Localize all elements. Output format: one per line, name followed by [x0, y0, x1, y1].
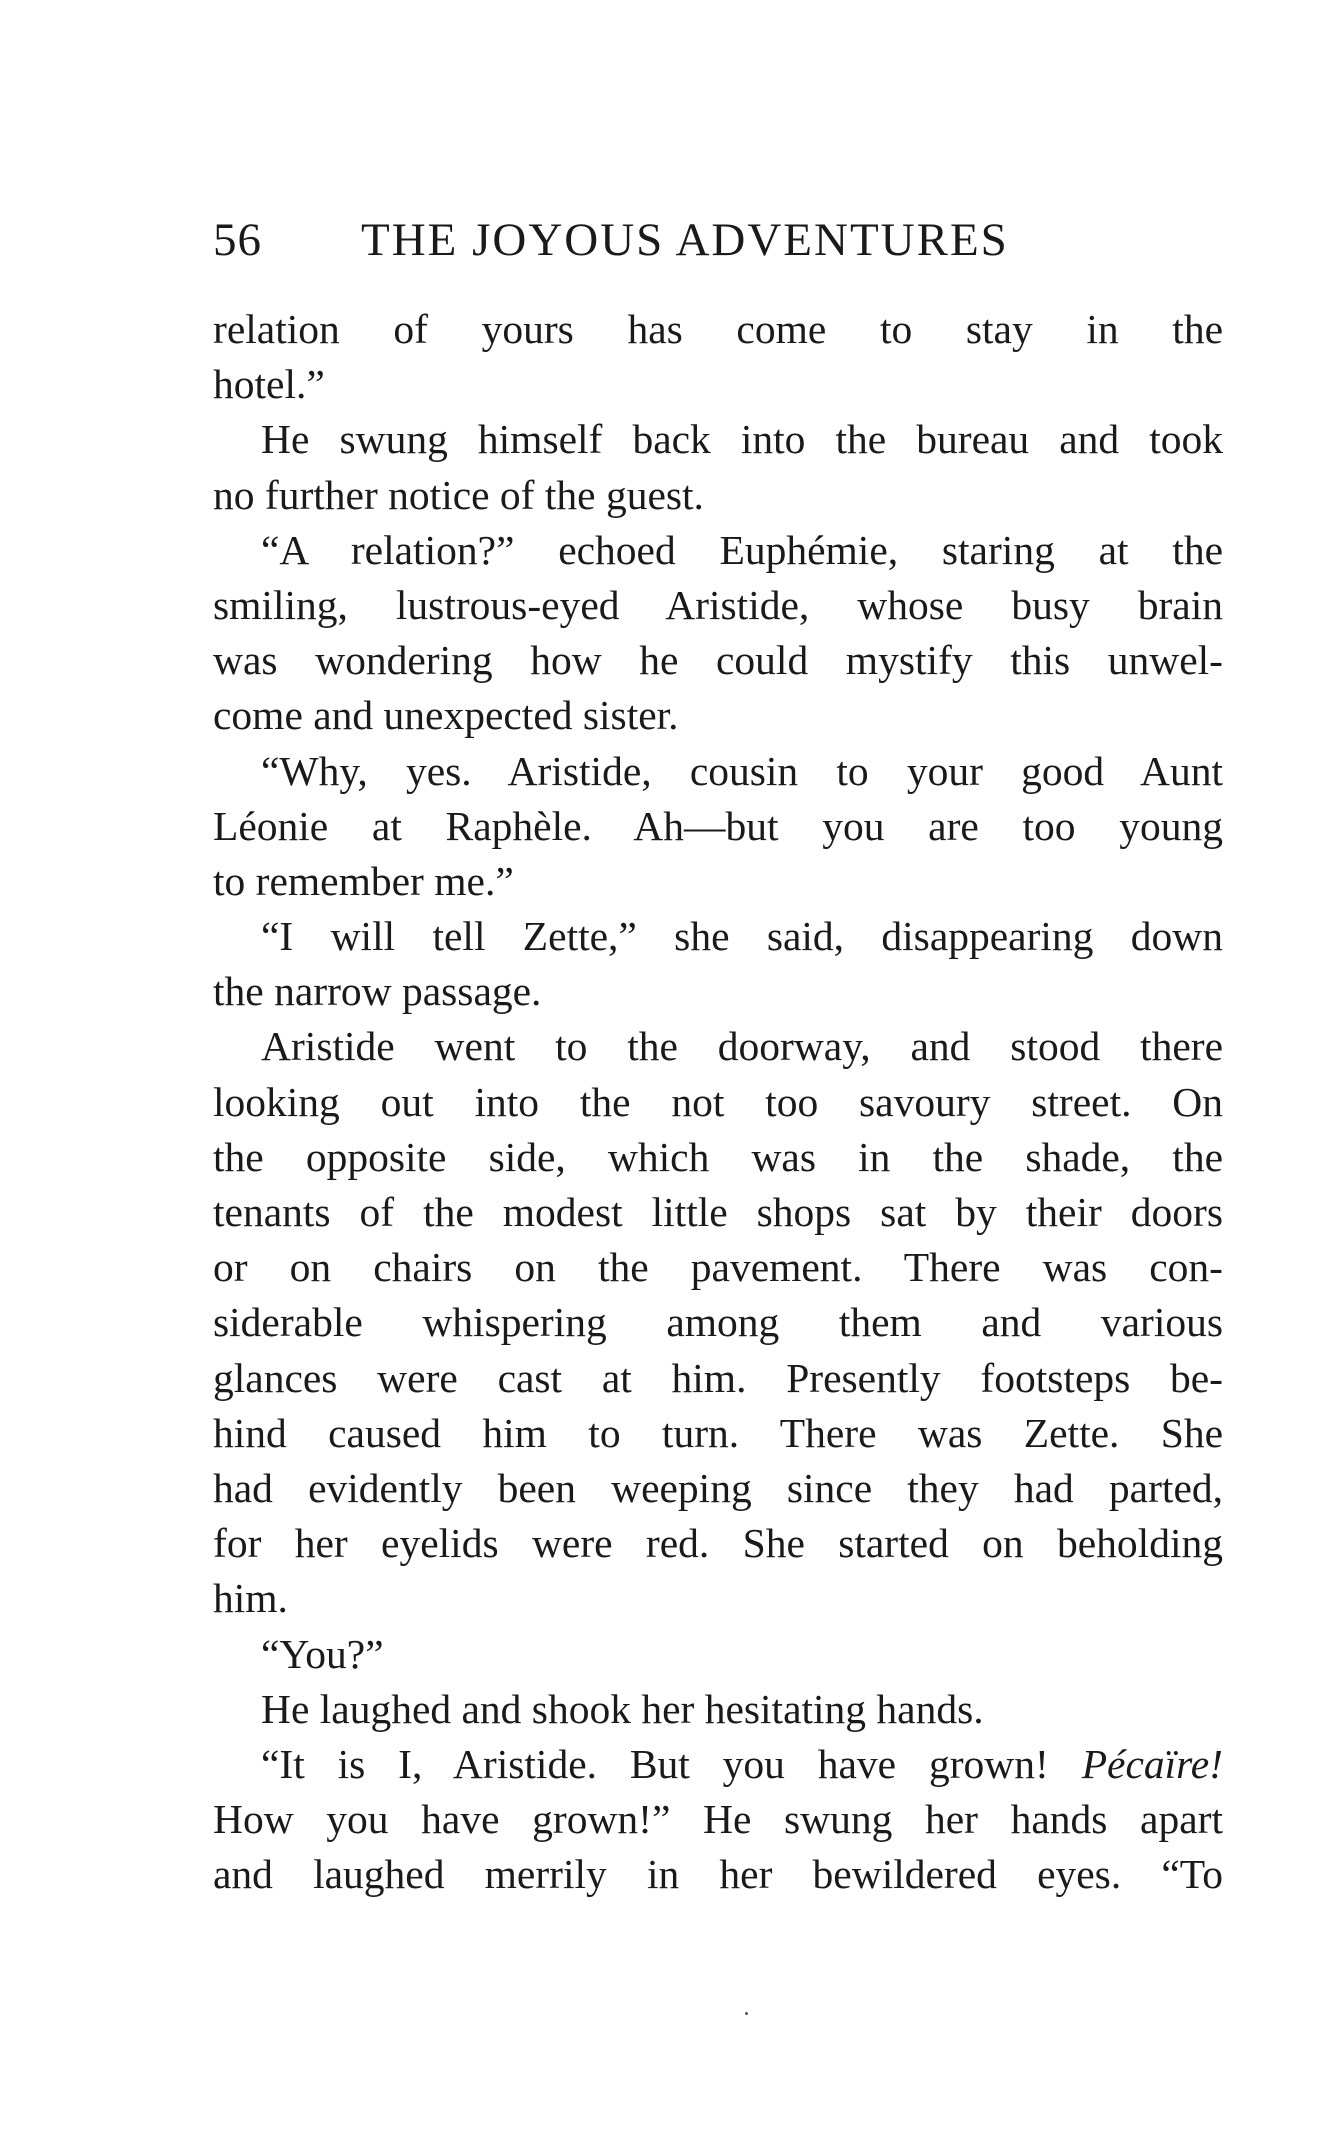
- running-title: THE JOYOUS ADVENTURES: [361, 214, 1009, 266]
- text-line: him.: [213, 1575, 288, 1622]
- text-line: Aristide went to the doorway, and stood there: [261, 1023, 1223, 1070]
- body-text: [213, 302, 1223, 1902]
- text-line: looking out into the not too savoury street. On: [213, 1078, 1223, 1125]
- running-head: [213, 210, 1223, 270]
- text-line: He swung himself back into the bureau and took: [261, 416, 1223, 463]
- text-line: “A relation?” echoed Euphémie, staring at the: [261, 526, 1223, 573]
- print-speck: [745, 2012, 748, 2015]
- text-line: How you have grown!” He swung her hands apart: [213, 1796, 1223, 1843]
- italic-exclamation: Pécaïre!: [1081, 1740, 1223, 1787]
- text-line: no further notice of the guest.: [213, 471, 704, 518]
- text-line: “You?”: [261, 1630, 384, 1677]
- page-number: 56: [213, 214, 262, 266]
- text-line: relation of yours has come to stay in the: [213, 306, 1223, 352]
- text-line: Léonie at Raphèle. Ah—but you are too young: [213, 802, 1223, 849]
- text-line: for her eyelids were red. She started on beholding: [213, 1520, 1223, 1567]
- text-line: siderable whispering among them and various: [213, 1299, 1223, 1346]
- text-line: was wondering how he could mystify this unwel-: [213, 637, 1223, 684]
- text-line: or on chairs on the pavement. There was con-: [213, 1244, 1223, 1291]
- text-line: glances were cast at him. Presently footsteps be-: [213, 1354, 1223, 1401]
- text-line: “I will tell Zette,” she said, disappearing down: [261, 913, 1223, 960]
- text-line: to remember me.”: [213, 857, 514, 904]
- text-line: the opposite side, which was in the shade, the: [213, 1133, 1223, 1180]
- text-line: tenants of the modest little shops sat by their doors: [213, 1189, 1223, 1235]
- text-line: “Why, yes. Aristide, cousin to your good Aunt: [261, 747, 1223, 794]
- text-line: [213, 1737, 1223, 1792]
- text-line: had evidently been weeping since they had parted,: [213, 1464, 1223, 1511]
- text-segment: “It is I, Aristide. But you have grown!: [261, 1740, 1049, 1787]
- text-line: and laughed merrily in her bewildered eyes. “To: [213, 1851, 1223, 1898]
- text-line: smiling, lustrous-eyed Aristide, whose busy brain: [213, 581, 1223, 628]
- text-line: He laughed and shook her hesitating hands.: [261, 1685, 984, 1732]
- text-line: hotel.”: [213, 361, 325, 408]
- text-line: hind caused him to turn. There was Zette. She: [213, 1409, 1223, 1456]
- text-line: the narrow passage.: [213, 968, 542, 1015]
- text-line: come and unexpected sister.: [213, 692, 679, 739]
